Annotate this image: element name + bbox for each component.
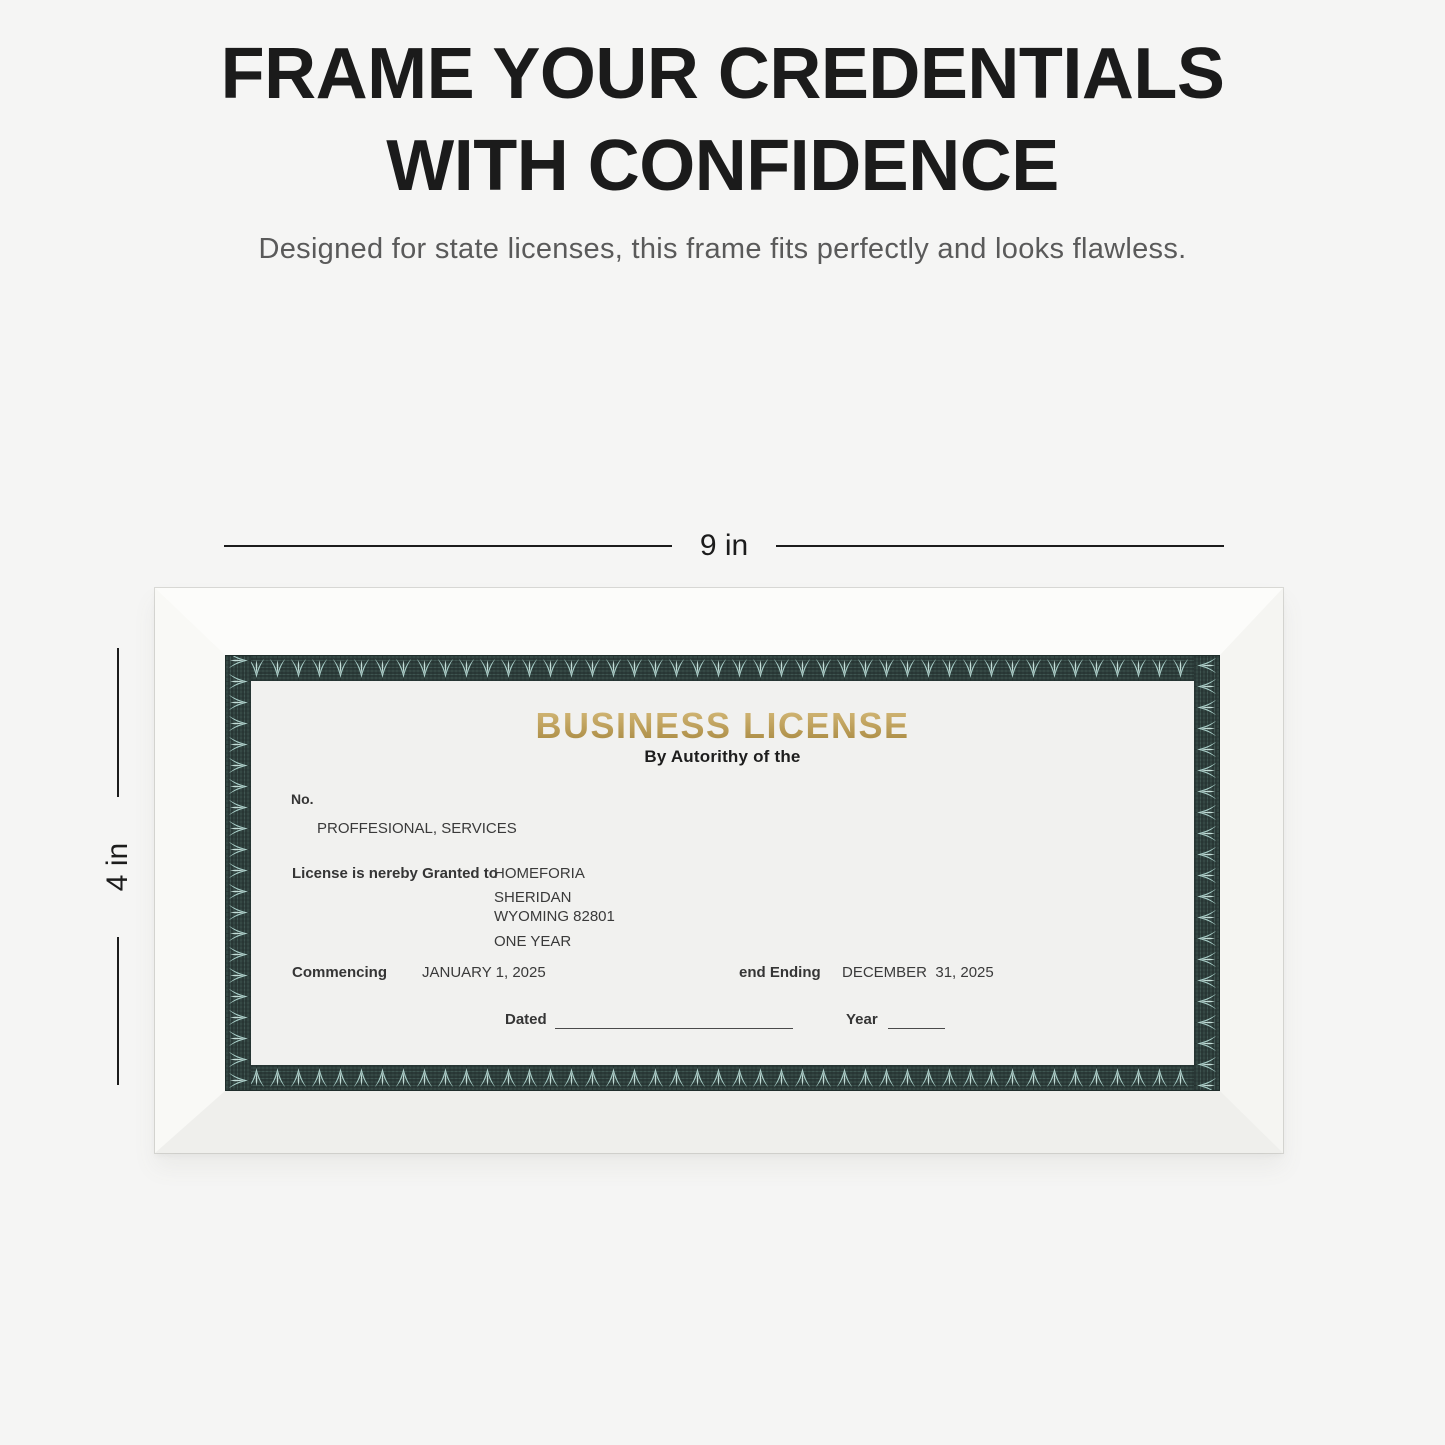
license-category: PROFFESIONAL, SERVICES (317, 820, 517, 837)
width-dimension-line-left (224, 545, 672, 547)
dated-label: Dated (505, 1011, 547, 1028)
height-dimension-label-box (94, 797, 142, 937)
commencing-label: Commencing (292, 964, 388, 981)
picture-frame (155, 588, 1283, 1153)
height-dimension-label: 4 in (101, 842, 134, 891)
certificate-authority-line: By Autorithy of the (644, 747, 801, 766)
headline (0, 28, 1445, 212)
headline-line-2: WITH CONFIDENCE (386, 126, 1059, 206)
headline-line-1: FRAME YOUR CREDENTIALS (220, 34, 1225, 114)
width-dimension-line-right (776, 545, 1224, 547)
height-dimension-line-bottom (117, 937, 119, 1086)
year-blank-line (888, 1028, 945, 1029)
grantee-city: SHERIDAN (494, 889, 572, 906)
height-dimension-annotation (86, 648, 150, 1085)
tagline: Designed for state licenses, this frame fits perfectly and looks flawless. (258, 233, 1187, 265)
business-license-certificate (225, 655, 1220, 1091)
grantee-state-zip: WYOMING 82801 (494, 908, 615, 925)
license-term: ONE YEAR (494, 933, 572, 950)
year-label: Year (846, 1011, 878, 1028)
granted-to-label: License is nereby Granted to (292, 865, 498, 882)
certificate-paper (251, 681, 1194, 1065)
dated-blank-line (555, 1028, 793, 1029)
license-number-label: No. (291, 791, 314, 807)
commencing-date: JANUARY 1, 2025 (422, 964, 546, 981)
width-dimension-annotation (224, 530, 1224, 562)
certificate-title: BUSINESS LICENSE (251, 705, 1194, 747)
height-dimension-line-top (117, 648, 119, 797)
grantee-name: HOMEFORIA (494, 865, 585, 882)
ending-date: DECEMBER 31, 2025 (842, 964, 994, 981)
ending-label: end Ending (739, 964, 821, 981)
width-dimension-label: 9 in (699, 529, 749, 562)
